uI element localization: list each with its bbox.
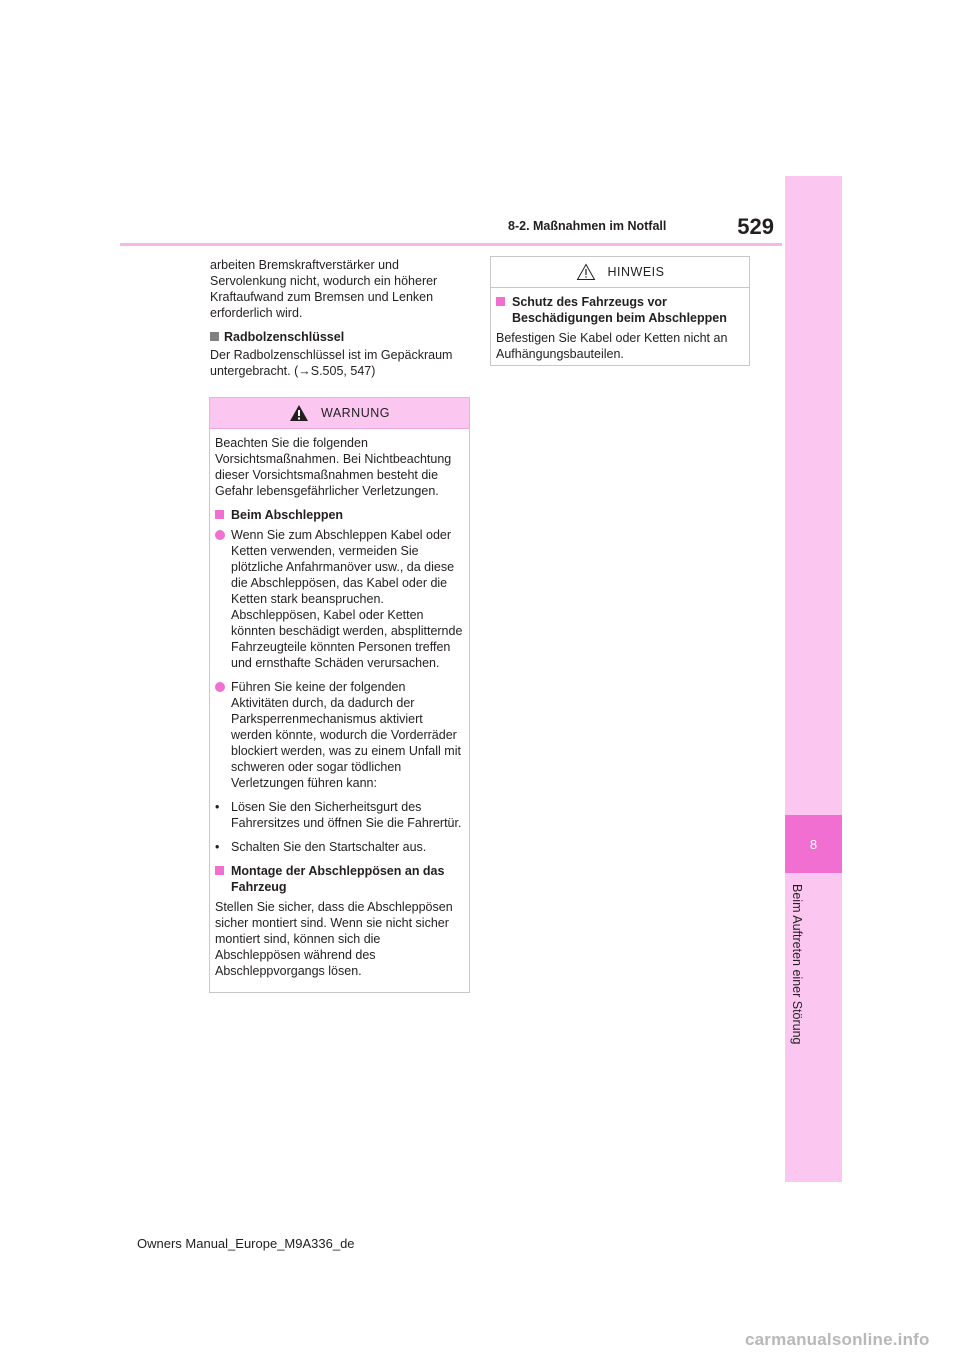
page-reference: →S.505, 547) [298,364,376,378]
warning-triangle-icon [289,404,309,422]
lug-wrench-paragraph: Der Radbolzenschlüssel ist im Gepäckraum untergebracht. (→S.505, 547) [210,348,453,378]
page-number: 529 [737,214,774,239]
warning-point-2: Führen Sie keine der folgenden Aktivitäten durch, da dadurch der Parksperrenmechanismus aktiviert werden könnte, wodurch die Vorderräder blockiert werden, was zu einem Unfall mit schweren oder sogar tödlichen Verletzungen führen kann: [215,679,464,791]
warning-bullet-2: • Schalten Sie den Startschalter aus. [215,840,427,854]
notice-heading: Schutz des Fahrzeugs vor Beschädigungen beim Abschleppen [496,294,744,326]
warning-body [210,429,469,991]
square-bullet-icon [496,297,505,306]
warning-bullet-1: • Lösen Sie den Sicherheitsgurt des Fahrersitzes und öffnen Sie die Fahrertür. [215,800,462,830]
towing-heading: Beim Abschleppen [215,507,464,523]
chapter-number: 8 [785,815,842,873]
left-column [210,257,468,387]
notice-box [490,256,750,366]
warning-box [209,397,470,993]
square-bullet-icon [210,332,219,341]
notice-box-header [491,257,749,288]
warning-title: WARNUNG [320,406,390,420]
warning-intro: Beachten Sie die folgenden Vorsichtsmaßnahmen. Bei Nichtbeachtung dieser Vorsichtsmaßnahmen besteht die Gefahr lebensgefährlicher Verletzungen. [215,436,452,498]
square-bullet-icon [215,510,224,519]
circle-bullet-icon [215,530,225,540]
header-rule [120,243,782,246]
notice-title: HINWEIS [607,265,665,279]
intro-paragraph: arbeiten Bremskraftverstärker und Servolenkung nicht, wodurch ein höherer Kraftaufwand zum Bremsen und Lenken erforderlich wird. [210,258,438,320]
warning-box-header [210,398,469,429]
document-id: Owners Manual_Europe_M9A336_de [137,1236,355,1251]
eyelet-heading: Montage der Abschleppösen an das Fahrzeug [215,863,464,895]
square-bullet-icon [215,866,224,875]
warning-point-1: Wenn Sie zum Abschleppen Kabel oder Ketten verwenden, vermeiden Sie plötzliche Anfahrmanöver usw., da diese die Abschleppösen, das Kabel oder die Ketten stark beanspruchen. Abschleppösen, Kabel oder Ketten könnten beschädigt werden, absplitternde Fahrzeugteile könnten Personen treffen und ernsthafte Schäden verursachen. [215,527,464,671]
watermark: carmanualsonline.info [745,1330,930,1349]
chapter-title: Beim Auftreten einer Störung [790,884,804,1045]
section-label: 8-2. Maßnahmen im Notfall [508,219,667,233]
lug-wrench-heading: Radbolzenschlüssel [210,329,468,345]
circle-bullet-icon [215,682,225,692]
notice-paragraph: Befestigen Sie Kabel oder Ketten nicht an Aufhängungsbauteilen. [496,331,728,361]
caution-triangle-icon [576,263,596,281]
eyelet-paragraph: Stellen Sie sicher, dass die Abschleppösen sicher montiert sind. Wenn sie nicht sicher montiert sind, können sich die Abschleppösen während des Abschleppvorgangs lösen. [215,900,453,978]
notice-body [491,288,749,374]
